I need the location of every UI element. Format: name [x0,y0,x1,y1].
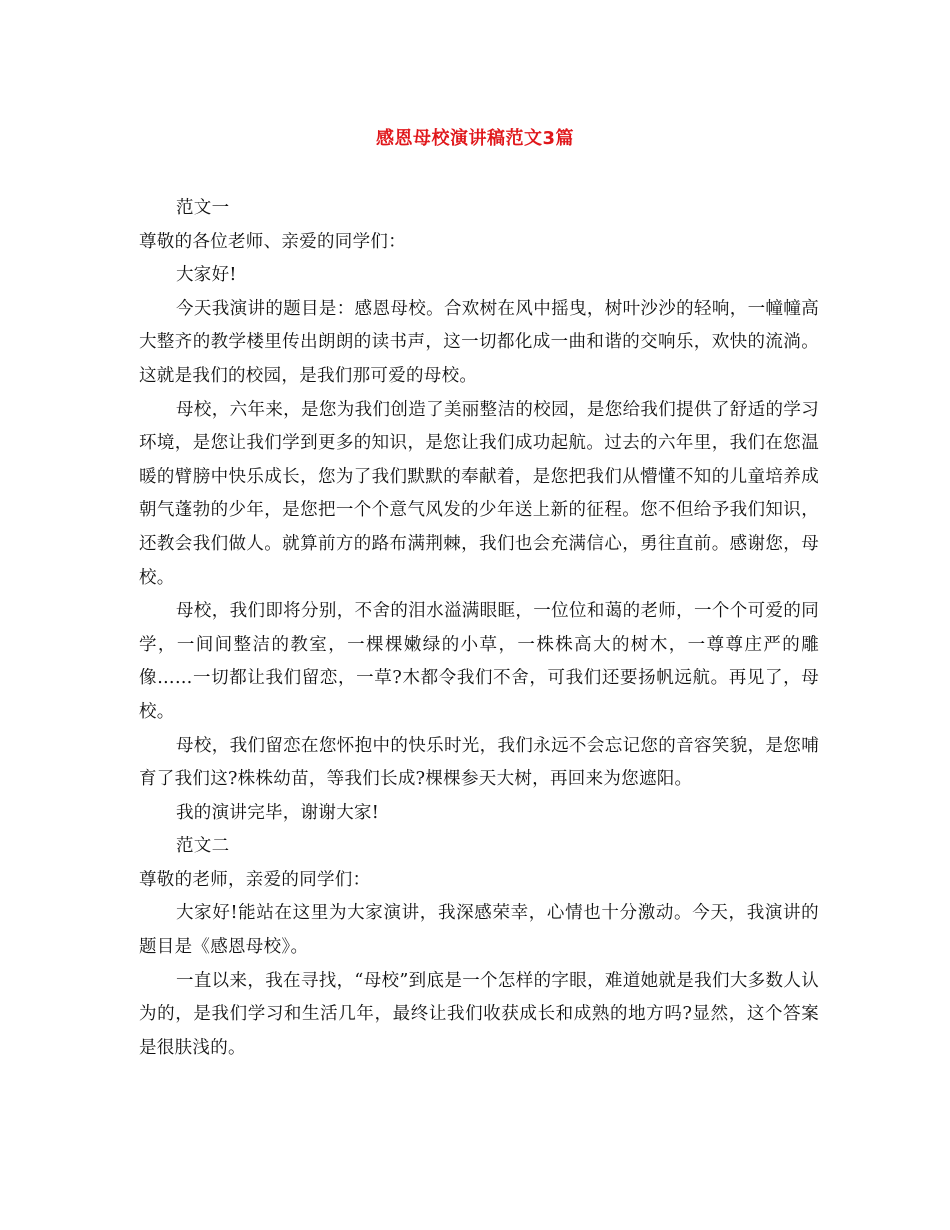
paragraph: 母校，我们即将分别，不舍的泪水溢满眼眶，一位位和蔼的老师，一个个可爱的同学，一间间整洁的教室，一棵棵嫩绿的小草，一株株高大的树木，一尊尊庄严的雕像……一切都让我们留恋，一草?木都令我们不舍，可我们还要扬帆远航。再见了，母校。 [139,601,819,722]
document-body [139,192,819,1065]
paragraph: 我的演讲完毕，谢谢大家! [176,802,380,823]
paragraph: 一直以来，我在寻找，“母校”到底是一个怎样的字眼，难道她就是我们大多数人认为的，是我们学习和生活几年，最终让我们收获成长和成熟的地方吗?显然，这个答案是很肤浅的。 [139,970,819,1058]
paragraph: 大家好!能站在这里为大家演讲，我深感荣幸，心情也十分激动。今天，我演讲的题目是《感恩母校》。 [139,903,819,958]
paragraph: 范文一 [176,198,230,218]
paragraph: 母校，我们留恋在您怀抱中的快乐时光，我们永远不会忘记您的音容笑貌，是您哺育了我们这?株株幼苗，等我们长成?棵棵参天大树，再回来为您遮阳。 [139,735,819,790]
document-title: 感恩母校演讲稿范文3篇 [375,128,575,149]
paragraph: 母校，六年来，是您为我们创造了美丽整洁的校园，是您给我们提供了舒适的学习环境，是您让我们学到更多的知识，是您让我们成功起航。过去的六年里，我们在您温暖的臂膀中快乐成长，您为了我们默默的奉献着，是您把我们从懵懂不知的儿童培养成朝气蓬勃的少年，是您把一个个意气风发的少年送上新的征程。您不但给予我们知识，还教会我们做人。就算前方的路布满荆棘，我们也会充满信心，勇往直前。感谢您，母校。 [139,399,819,588]
paragraph: 尊敬的各位老师、亲爱的同学们： [139,231,406,252]
paragraph: 大家好! [176,265,237,286]
paragraph: 范文二 [176,836,230,857]
paragraph: 尊敬的老师，亲爱的同学们： [139,869,371,890]
paragraph: 今天我演讲的题目是：感恩母校。合欢树在风中摇曳，树叶沙沙的轻响，一幢幢高大整齐的教学楼里传出朗朗的读书声，这一切都化成一曲和谐的交响乐，欢快的流淌。这就是我们的校园，是我们那可爱的母校。 [139,298,819,386]
